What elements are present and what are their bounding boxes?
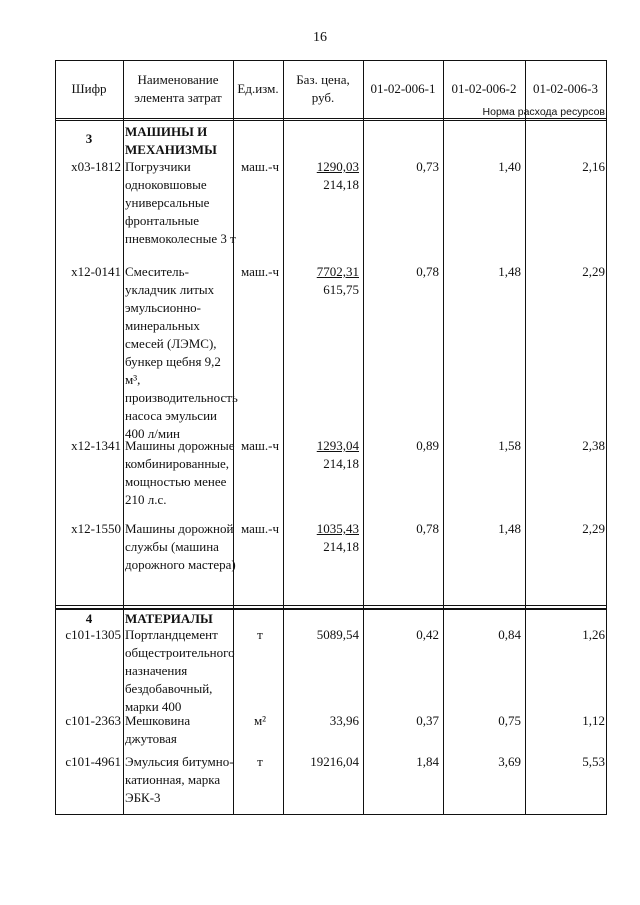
row-name: Эмульсия битумно-катионная, марка ЭБК-3	[125, 754, 234, 805]
header-code: Шифр	[71, 81, 107, 96]
header-unit: Ед.изм.	[237, 81, 279, 96]
norm-label: Норма расхода ресурсов	[482, 106, 605, 118]
section-title: МАТЕРИАЛЫ	[125, 611, 213, 626]
col-line-5	[443, 60, 444, 815]
row-value-3: 2,16	[582, 159, 605, 174]
row-code: с101-2363	[65, 713, 121, 728]
row-value-1: 0,89	[416, 438, 439, 453]
row-value-2: 1,40	[498, 159, 521, 174]
row-price-main: 1293,04	[316, 438, 359, 453]
row-value-1: 0,78	[416, 264, 439, 279]
row-value-3: 1,26	[582, 627, 605, 642]
header-price: Баз. цена, руб.	[296, 72, 350, 105]
row-value-1: 0,42	[416, 627, 439, 642]
section-number: 4	[85, 611, 93, 626]
row-unit: м²	[253, 713, 267, 728]
row-value-3: 2,29	[582, 264, 605, 279]
row-value-1: 0,73	[416, 159, 439, 174]
row-code: х12-0141	[71, 264, 121, 279]
section-title: МАШИНЫ И МЕХАНИЗМЫ	[125, 124, 217, 157]
row-value-3: 1,12	[582, 713, 605, 728]
row-value-2: 0,84	[498, 627, 521, 642]
resource-table	[55, 60, 607, 815]
row-code: с101-4961	[65, 754, 121, 769]
row-price-main: 1035,43	[316, 521, 359, 536]
row-value-3: 2,38	[582, 438, 605, 453]
row-value-2: 3,69	[498, 754, 521, 769]
row-name: Мешковина джутовая	[125, 713, 191, 746]
row-value-2: 1,48	[498, 264, 521, 279]
col-line-1	[123, 60, 124, 815]
row-value-3: 5,53	[582, 754, 605, 769]
row-unit: маш.-ч	[240, 264, 280, 279]
row-value-1: 0,78	[416, 521, 439, 536]
row-price-sub: 214,18	[323, 456, 359, 471]
row-value-2: 0,75	[498, 713, 521, 728]
row-value-2: 1,58	[498, 438, 521, 453]
row-unit: маш.-ч	[240, 438, 280, 453]
header-col2: 01-02-006-2	[451, 81, 517, 96]
row-price-sub: 214,18	[323, 177, 359, 192]
section-number: 3	[85, 131, 93, 146]
row-unit: т	[257, 627, 263, 642]
row-unit: т	[257, 754, 263, 769]
row-code: с101-1305	[65, 627, 121, 642]
row-code: х03-1812	[71, 159, 121, 174]
row-unit: маш.-ч	[240, 159, 280, 174]
row-unit: маш.-ч	[240, 521, 280, 536]
header-name: Наименование элемента затрат	[134, 72, 222, 105]
header-col1: 01-02-006-1	[370, 81, 436, 96]
col-line-right	[606, 60, 607, 815]
row-value-2: 1,48	[498, 521, 521, 536]
row-name: Смеситель-укладчик литых эмульсионно-минеральных смесей (ЛЭМС), бункер щебня 9,2 м³, производительность насоса эмульсии 400 л/мин	[125, 264, 238, 441]
row-value-1: 0,37	[416, 713, 439, 728]
row-price-main: 19216,04	[310, 754, 359, 769]
header-col3: 01-02-006-3	[533, 81, 598, 96]
col-line-4	[363, 60, 364, 815]
row-price-main: 5089,54	[316, 627, 359, 642]
row-price-main: 1290,03	[316, 159, 359, 174]
row-name: Машины дорожной службы (машина дорожного мастера)	[125, 521, 236, 572]
col-line-6	[525, 60, 526, 815]
page-number: 16	[313, 30, 327, 45]
row-code: х12-1341	[71, 438, 121, 453]
row-value-1: 1,84	[416, 754, 439, 769]
row-price-main: 33,96	[329, 713, 359, 728]
row-name: Портландцемент общестроительного назначения бездобавочный, марки 400	[125, 627, 235, 714]
row-value-3: 2,29	[582, 521, 605, 536]
row-price-main: 7702,31	[316, 264, 359, 279]
row-price-sub: 615,75	[323, 282, 359, 297]
row-name: Погрузчики одноковшовые универсальные фронтальные пневмоколесные 3 т	[125, 159, 236, 246]
row-name: Машины дорожные комбинированные, мощностью менее 210 л.с.	[125, 438, 235, 507]
row-price-sub: 214,18	[323, 539, 359, 554]
row-code: х12-1550	[71, 521, 121, 536]
